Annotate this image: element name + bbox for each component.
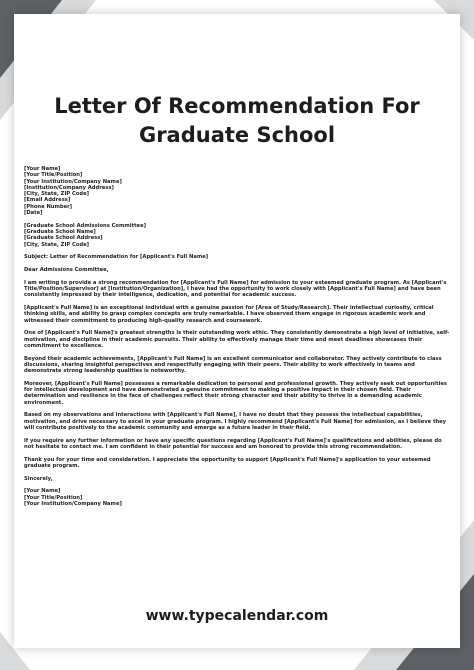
signature-name: [Your Name]	[24, 488, 61, 495]
signature-block	[24, 488, 452, 507]
sender-city: [City, State, ZIP Code]	[24, 191, 89, 198]
body-paragraph-6: Based on my observations and interactions with [Applicant's Full Name], I have no doubt that they possess the intellectual capabilities, motivation, and drive necessary to excel in your graduate program. I highly recommend [Applicant's Full Name] for admission, as I believe they will contribute positively to the academic community and emerge as a future leader in their field.	[24, 412, 447, 432]
body-paragraph-8: Thank you for your time and consideration. I appreciate the opportunity to support [Applicant's Full Name]'s application to your esteemed graduate program.	[24, 456, 431, 469]
body-paragraph-7: If you require any further information or have any specific questions regarding [Applicant's Full Name]'s qualifications and abilities, please do not hesitate to contact me. I am confident in their potential for success and am honored to provide this strong recommendation.	[24, 437, 442, 450]
recipient-school: [Graduate School Name]	[24, 229, 96, 236]
salutation: Dear Admissions Committee,	[24, 267, 109, 274]
footer-website: www.typecalendar.com	[145, 608, 329, 624]
sender-institution: [Your Institution/Company Name]	[24, 178, 122, 185]
sender-phone: [Phone Number]	[24, 203, 73, 210]
recipient-address-line: [Graduate School Address]	[24, 235, 103, 242]
letter-body	[24, 166, 452, 514]
body-paragraph-1: I am writing to provide a strong recommendation for [Applicant's Full Name] for admission to your esteemed graduate program. As [Applicant's Title/Position/Supervisor] at [Institution/Organization], I have had the opportunity to work closely with [Applicant's Full Name] and have been consistently impressed by their intelligence, dedication, and potential for academic success.	[24, 279, 447, 299]
sender-address-line: [Institution/Company Address]	[24, 184, 114, 191]
signature-title: [Your Title/Position]	[24, 494, 83, 501]
recipient-city: [City, State, ZIP Code]	[24, 241, 89, 248]
subject-line: Subject: Letter of Recommendation for [Applicant's Full Name]	[24, 254, 209, 261]
sender-name: [Your Name]	[24, 166, 61, 172]
body-paragraph-5: Moreover, [Applicant's Full Name] possesses a remarkable dedication to personal and professional growth. They actively seek out opportunities for intellectual development and have demonstrated a genuine commitment to making a positive impact in their chosen field. Their determination and resilience in the face of challenges reflect their strong character and their ability to thrive in a demanding academic environment.	[24, 380, 447, 406]
title-line-2: Graduate School	[138, 123, 336, 147]
letter-title	[14, 92, 460, 150]
title-line-1: Letter Of Recommendation For	[54, 94, 420, 118]
sender-title: [Your Title/Position]	[24, 172, 83, 179]
letter-date: [Date]	[24, 210, 43, 217]
body-paragraph-4: Beyond their academic achievements, [Applicant's Full Name] is an excellent communicator and collaborator. They actively contribute to class discussions, sharing insightful perspectives and respectfully engaging with their peers. Their ability to work effectively in teams and demonstrate strong leadership qualities is noteworthy.	[24, 355, 442, 375]
body-paragraph-3: One of [Applicant's Full Name]'s greatest strengths is their outstanding work ethic. They consistently demonstrate a high level of initiative, self-motivation, and discipline in their academic pursuits. Their ability to effectively manage their time and meet deadlines showcases their commitment to excellence.	[24, 330, 450, 349]
signature-institution: [Your Institution/Company Name]	[24, 500, 122, 507]
letter-page	[14, 14, 460, 648]
body-paragraph-2: [Applicant's Full Name] is an exceptional individual with a genuine passion for [Area of Study/Research]. Their intellectual curiosity, critical thinking skills, and ability to grasp complex concepts are truly remarkable. I have observed them engage in rigorous academic work and witnessed their commitment to producing high-quality research and coursework.	[24, 305, 434, 324]
sender-address	[24, 166, 452, 216]
sender-email: [Email Address]	[24, 197, 71, 204]
recipient-address	[24, 223, 452, 248]
recipient-committee: [Graduate School Admissions Committee]	[24, 222, 146, 229]
closing: Sincerely,	[24, 475, 53, 482]
